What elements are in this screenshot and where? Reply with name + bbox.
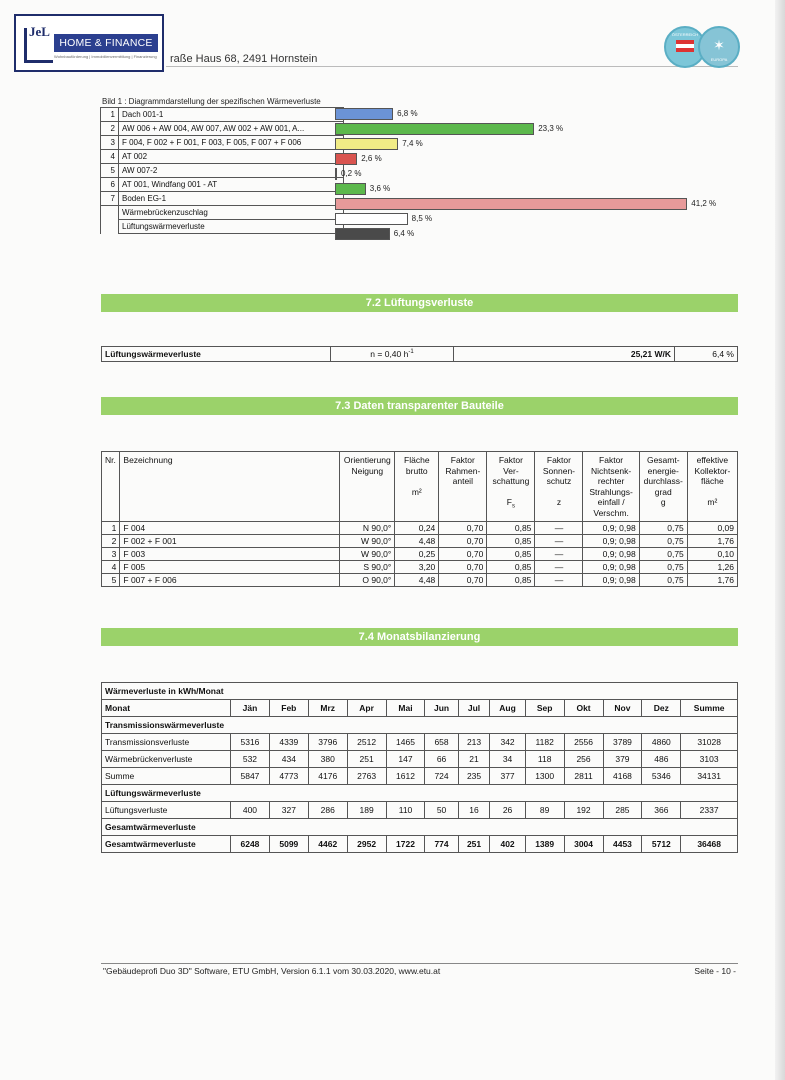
- row-value: 1182: [525, 734, 564, 751]
- row-value: 379: [603, 751, 642, 768]
- month-header: Jul: [458, 700, 490, 717]
- cell-orient: W 90,0°: [340, 548, 395, 561]
- chart-data-label: 6,8 %: [397, 109, 418, 118]
- cell-g: 0,75: [639, 561, 687, 574]
- row-value: 89: [525, 802, 564, 819]
- row-label: Lüftungsverluste: [102, 802, 231, 819]
- cell-nichts: 0,9; 0,98: [583, 561, 639, 574]
- ventilation-rate-text: n = 0,40 h: [370, 349, 409, 359]
- row-value: 4773: [269, 768, 308, 785]
- cell-name: F 003: [120, 548, 340, 561]
- cell-orient: O 90,0°: [340, 574, 395, 587]
- logo-mark-text: JeL: [29, 24, 50, 39]
- table-row: [102, 836, 738, 853]
- cell-flaeche: 0,25: [395, 548, 439, 561]
- page-edge: [775, 0, 785, 1080]
- row-value: 189: [347, 802, 386, 819]
- col-nr: Nr.: [102, 452, 120, 522]
- chart-row-label: AW 006 + AW 004, AW 007, AW 002 + AW 001, A...: [119, 122, 344, 136]
- chart-row-nr: [101, 206, 119, 220]
- flag-icon: [676, 40, 694, 52]
- cell-nichts: 0,9; 0,98: [583, 522, 639, 535]
- row-value: 251: [458, 836, 490, 853]
- chart-legend-table: [100, 107, 344, 234]
- row-value: 402: [490, 836, 525, 853]
- row-value: 4860: [642, 734, 681, 751]
- row-value: 5847: [231, 768, 270, 785]
- col-g-sym: g: [660, 497, 666, 507]
- col-sonnenschutz: [535, 452, 583, 522]
- table-row: [102, 548, 738, 561]
- cell-nr: 5: [102, 574, 120, 587]
- cell-flaeche: 0,24: [395, 522, 439, 535]
- col-g-label: Gesamt-energie-durchlass-grad: [643, 455, 683, 497]
- row-value: 486: [642, 751, 681, 768]
- chart-caption: Bild 1 : Diagrammdarstellung der spezifischen Wärmeverluste: [102, 97, 321, 106]
- ventilation-rate: [331, 347, 454, 362]
- cell-sonnen: —: [535, 574, 583, 587]
- chart-bar: [335, 138, 398, 150]
- month-header: Feb: [269, 700, 308, 717]
- chart-bar: [335, 153, 357, 165]
- header-address: raße Haus 68, 2491 Hornstein: [170, 53, 318, 65]
- col-versch-label: Faktor Ver-schattung: [492, 455, 530, 486]
- seal1-text: ÖSTERREICH: [671, 32, 699, 37]
- col-sonnen-label: Faktor Sonnen-schutz: [542, 455, 575, 486]
- row-value: 4176: [308, 768, 347, 785]
- table-row: [102, 768, 738, 785]
- row-value: 110: [386, 802, 425, 819]
- cell-g: 0,75: [639, 548, 687, 561]
- cell-rahmen: 0,70: [439, 574, 487, 587]
- month-header: Jän: [231, 700, 270, 717]
- chart-legend-row: [101, 164, 344, 178]
- chart-row-nr: 3: [101, 136, 119, 150]
- chart-bar: [335, 183, 366, 195]
- cell-rahmen: 0,70: [439, 548, 487, 561]
- cell-name: F 005: [120, 561, 340, 574]
- row-value: 2763: [347, 768, 386, 785]
- row-value: 192: [564, 802, 603, 819]
- table-title-row-label: Wärmeverluste in kWh/Monat: [102, 683, 738, 700]
- chart-bar: [335, 168, 337, 180]
- row-label: Wärmebrückenverluste: [102, 751, 231, 768]
- month-header: Sep: [525, 700, 564, 717]
- chart-data-label: 7,4 %: [402, 139, 423, 148]
- month-header: Apr: [347, 700, 386, 717]
- col-flaeche-unit: m²: [411, 486, 422, 497]
- row-value: 4462: [308, 836, 347, 853]
- row-value: 235: [458, 768, 490, 785]
- star-icon: ✶: [713, 37, 725, 53]
- cell-versch: 0,85: [487, 574, 535, 587]
- cell-rahmen: 0,70: [439, 561, 487, 574]
- row-value: 118: [525, 751, 564, 768]
- row-value: 342: [490, 734, 525, 751]
- month-header: Mai: [386, 700, 425, 717]
- cell-eff: 0,10: [687, 548, 737, 561]
- cell-flaeche: 4,48: [395, 535, 439, 548]
- col-versch-sub: s: [511, 503, 515, 510]
- chart-data-label: 23,3 %: [538, 124, 564, 133]
- section-row-gesamt: [102, 819, 738, 836]
- col-eff-label: effektive Kollektor-fläche: [694, 455, 731, 486]
- cell-nichts: 0,9; 0,98: [583, 548, 639, 561]
- row-value: 36468: [681, 836, 738, 853]
- row-value: 5712: [642, 836, 681, 853]
- col-effektiv: [687, 452, 737, 522]
- chart-bar: [335, 123, 534, 135]
- row-value: 2512: [347, 734, 386, 751]
- col-flaeche-label: Fläche brutto: [404, 455, 430, 476]
- section-row-gesamt-label: Gesamtwärmeverluste: [102, 819, 738, 836]
- col-g-wert: [639, 452, 687, 522]
- month-header-label: Monat: [102, 700, 231, 717]
- row-value: 658: [425, 734, 458, 751]
- table-header-row: [102, 452, 738, 522]
- row-value: 213: [458, 734, 490, 751]
- cell-nr: 3: [102, 548, 120, 561]
- chart-data-label: 41,2 %: [691, 199, 717, 208]
- chart-row-label: AT 002: [119, 150, 344, 164]
- chart-row-label: AT 001, Windfang 001 - AT: [119, 178, 344, 192]
- logo-tagline: Wohnbauförderung | Immobilienvermittlung | Finanzierung: [54, 54, 157, 59]
- row-value: 4168: [603, 768, 642, 785]
- chart-legend-row: [101, 150, 344, 164]
- row-value: 286: [308, 802, 347, 819]
- month-header: Jun: [425, 700, 458, 717]
- row-value: 21: [458, 751, 490, 768]
- row-value: 3796: [308, 734, 347, 751]
- seal2-text: EUROPA: [710, 57, 728, 62]
- col-verschattung: [487, 452, 535, 522]
- row-value: 724: [425, 768, 458, 785]
- cell-nichts: 0,9; 0,98: [583, 574, 639, 587]
- col-orientierung: Orientierung Neigung: [340, 452, 395, 522]
- cell-sonnen: —: [535, 548, 583, 561]
- footer-divider: [101, 963, 738, 964]
- table-title-row: [102, 683, 738, 700]
- row-value: 1722: [386, 836, 425, 853]
- chart-row-nr: 5: [101, 164, 119, 178]
- ventilation-label: Lüftungswärmeverluste: [102, 347, 331, 362]
- row-value: 434: [269, 751, 308, 768]
- section-banner-7-4: 7.4 Monatsbilanzierung: [101, 628, 738, 646]
- cell-versch: 0,85: [487, 522, 535, 535]
- cell-versch: 0,85: [487, 535, 535, 548]
- cell-g: 0,75: [639, 574, 687, 587]
- row-value: 3789: [603, 734, 642, 751]
- chart-legend-row: [101, 136, 344, 150]
- month-header: Okt: [564, 700, 603, 717]
- cell-sonnen: —: [535, 522, 583, 535]
- cell-sonnen: —: [535, 561, 583, 574]
- row-value: 5316: [231, 734, 270, 751]
- chart-data-label: 0,2 %: [341, 169, 362, 178]
- month-header-row: [102, 700, 738, 717]
- cell-rahmen: 0,70: [439, 535, 487, 548]
- row-value: 2337: [681, 802, 738, 819]
- col-sonnen-sym: z: [556, 497, 562, 507]
- cell-eff: 1,76: [687, 574, 737, 587]
- ventilation-rate-exp: -1: [408, 349, 414, 356]
- month-header: Mrz: [308, 700, 347, 717]
- section-row-lueftung-label: Lüftungswärmeverluste: [102, 785, 738, 802]
- chart-data-label: 8,5 %: [411, 214, 433, 223]
- row-value: 1389: [525, 836, 564, 853]
- ventilation-row: [102, 347, 738, 362]
- section-banner-7-2: 7.2 Lüftungsverluste: [101, 294, 738, 312]
- table-row: [102, 751, 738, 768]
- cell-orient: S 90,0°: [340, 561, 395, 574]
- table-row: [102, 535, 738, 548]
- chart-row-label: Lüftungswärmeverluste: [119, 220, 344, 234]
- chart-row-label: Boden EG-1: [119, 192, 344, 206]
- row-value: 34131: [681, 768, 738, 785]
- cell-versch: 0,85: [487, 561, 535, 574]
- row-value: 377: [490, 768, 525, 785]
- cell-versch: 0,85: [487, 548, 535, 561]
- monthly-balance-table: [101, 682, 738, 853]
- row-value: 34: [490, 751, 525, 768]
- cell-nr: 2: [102, 535, 120, 548]
- row-value: 256: [564, 751, 603, 768]
- col-eff-unit: m²: [707, 497, 718, 507]
- row-value: 16: [458, 802, 490, 819]
- row-value: 6248: [231, 836, 270, 853]
- cell-eff: 1,26: [687, 561, 737, 574]
- chart-data-label: 3,6 %: [369, 184, 391, 193]
- europe-seal-icon: [698, 26, 740, 68]
- chart-bar: [335, 108, 393, 120]
- chart-row-nr: 1: [101, 108, 119, 122]
- row-label: Gesamtwärmeverluste: [102, 836, 231, 853]
- row-value: 2556: [564, 734, 603, 751]
- cell-eff: 1,76: [687, 535, 737, 548]
- ventilation-table: [101, 346, 738, 362]
- chart-row-label: F 004, F 002 + F 001, F 003, F 005, F 007 + F 006: [119, 136, 344, 150]
- cell-sonnen: —: [535, 535, 583, 548]
- chart-row-nr: 7: [101, 192, 119, 206]
- footer-software: "Gebäudeprofi Duo 3D" Software, ETU GmbH, Version 6.1.1 vom 30.03.2020, www.etu.at: [103, 966, 441, 976]
- chart-row-label: Dach 001-1: [119, 108, 344, 122]
- ventilation-percent: 6,4 %: [675, 347, 738, 362]
- row-value: 26: [490, 802, 525, 819]
- chart-row-label: Wärmebrückenzuschlag: [119, 206, 344, 220]
- row-value: 251: [347, 751, 386, 768]
- cell-eff: 0,09: [687, 522, 737, 535]
- col-versch-sym: F: [506, 497, 512, 507]
- cell-name: F 004: [120, 522, 340, 535]
- ventilation-value: 25,21 W/K: [454, 347, 675, 362]
- row-value: 774: [425, 836, 458, 853]
- transparent-components-table: [101, 451, 738, 587]
- cell-orient: N 90,0°: [340, 522, 395, 535]
- row-value: 5346: [642, 768, 681, 785]
- chart-bar: [335, 213, 408, 225]
- table-row: [102, 734, 738, 751]
- cell-g: 0,75: [639, 522, 687, 535]
- row-value: 3103: [681, 751, 738, 768]
- col-rahmen: Faktor Rahmen-anteil: [439, 452, 487, 522]
- section-banner-7-3: 7.3 Daten transparenter Bauteile: [101, 397, 738, 415]
- col-nichtsenkrecht: Faktor Nichtsenk-rechter Strahlungs-einfall / Verschm.: [583, 452, 639, 522]
- month-header: Aug: [490, 700, 525, 717]
- chart-row-nr: 4: [101, 150, 119, 164]
- chart-legend-row: [101, 122, 344, 136]
- row-value: 66: [425, 751, 458, 768]
- month-header: Nov: [603, 700, 642, 717]
- row-value: 4453: [603, 836, 642, 853]
- section-row-transmission-label: Transmissionswärmeverluste: [102, 717, 738, 734]
- row-value: 50: [425, 802, 458, 819]
- cell-flaeche: 4,48: [395, 574, 439, 587]
- cell-nr: 4: [102, 561, 120, 574]
- chart-row-nr: 2: [101, 122, 119, 136]
- chart-legend-row: [101, 108, 344, 122]
- chart-legend-row: [101, 220, 344, 234]
- chart-row-nr: 6: [101, 178, 119, 192]
- col-flaeche: [395, 452, 439, 522]
- row-value: 2811: [564, 768, 603, 785]
- chart-legend-row: [101, 178, 344, 192]
- chart-bar: [335, 198, 687, 210]
- table-row: [102, 561, 738, 574]
- section-row-lueftung: [102, 785, 738, 802]
- chart-data-label: 6,4 %: [393, 229, 415, 238]
- row-value: 380: [308, 751, 347, 768]
- cell-flaeche: 3,20: [395, 561, 439, 574]
- table-row: [102, 574, 738, 587]
- row-value: 3004: [564, 836, 603, 853]
- chart-row-nr: [101, 220, 119, 234]
- company-logo: [14, 14, 164, 72]
- cell-orient: W 90,0°: [340, 535, 395, 548]
- row-value: 4339: [269, 734, 308, 751]
- chart-bar: [335, 228, 390, 240]
- row-label: Summe: [102, 768, 231, 785]
- footer-page-number: Seite - 10 -: [694, 966, 736, 976]
- row-value: 532: [231, 751, 270, 768]
- cell-name: F 002 + F 001: [120, 535, 340, 548]
- month-header: Summe: [681, 700, 738, 717]
- cell-g: 0,75: [639, 535, 687, 548]
- row-value: 31028: [681, 734, 738, 751]
- row-label: Transmissionsverluste: [102, 734, 231, 751]
- row-value: 285: [603, 802, 642, 819]
- row-value: 400: [231, 802, 270, 819]
- cell-nr: 1: [102, 522, 120, 535]
- cell-name: F 007 + F 006: [120, 574, 340, 587]
- cell-rahmen: 0,70: [439, 522, 487, 535]
- row-value: 1300: [525, 768, 564, 785]
- row-value: 2952: [347, 836, 386, 853]
- chart-row-label: AW 007-2: [119, 164, 344, 178]
- row-value: 327: [269, 802, 308, 819]
- row-value: 1465: [386, 734, 425, 751]
- logo-brand: HOME & FINANCE: [54, 34, 158, 52]
- table-row: [102, 802, 738, 819]
- col-bezeichnung: Bezeichnung: [120, 452, 340, 522]
- chart-legend-row: [101, 192, 344, 206]
- chart-data-label: 2,6 %: [361, 154, 382, 163]
- section-row-transmission: [102, 717, 738, 734]
- table-row: [102, 522, 738, 535]
- cell-nichts: 0,9; 0,98: [583, 535, 639, 548]
- row-value: 5099: [269, 836, 308, 853]
- month-header: Dez: [642, 700, 681, 717]
- chart-legend-row: [101, 206, 344, 220]
- row-value: 147: [386, 751, 425, 768]
- header-divider: [166, 66, 738, 67]
- row-value: 1612: [386, 768, 425, 785]
- row-value: 366: [642, 802, 681, 819]
